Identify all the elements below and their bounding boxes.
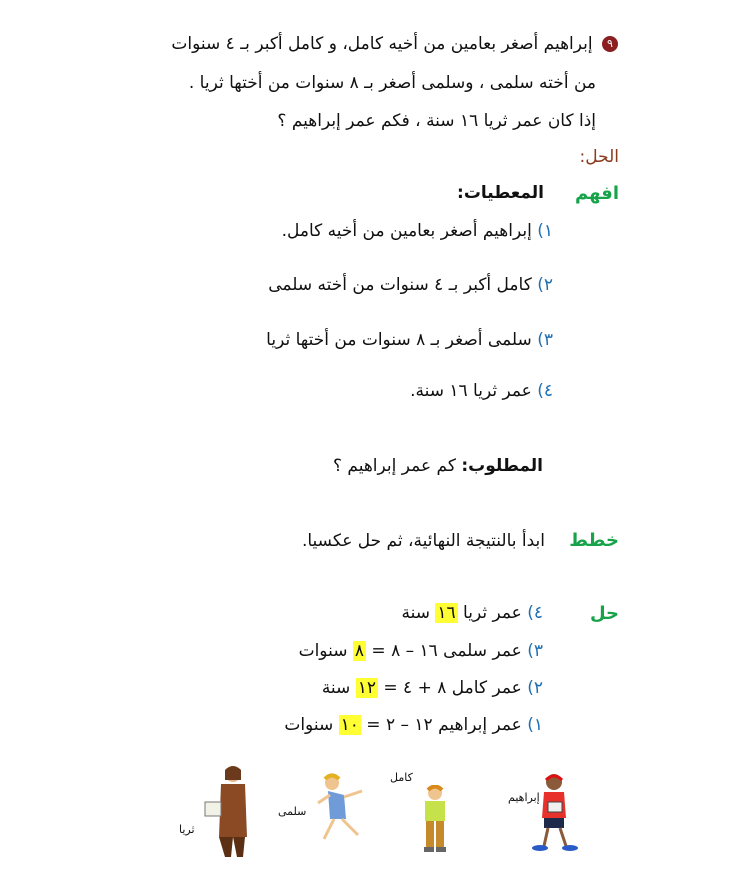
- step-unit: سنة: [321, 678, 351, 698]
- given-item-4: [410, 381, 553, 401]
- given-number: ٤): [537, 381, 553, 401]
- step-number: ٢): [527, 678, 543, 698]
- ibrahim-label: إبراهيم: [508, 791, 540, 804]
- step-text: عمر كامل ٨ + ٤ =: [383, 678, 522, 698]
- salma-label: سلمى: [278, 805, 307, 818]
- given-text: كامل أكبر بـ ٤ سنوات من أخته سلمى: [268, 275, 532, 295]
- solve-step-1: [284, 715, 543, 735]
- plan-label: خطط: [569, 530, 619, 551]
- required-line: [333, 456, 543, 476]
- kamel-label: كامل: [390, 771, 413, 784]
- step-text: عمر ثريا: [463, 603, 522, 623]
- problem-line-1: [171, 34, 618, 54]
- givens-title: المعطيات:: [457, 183, 544, 203]
- kamel-figure: [415, 785, 455, 853]
- solution-label: الحل:: [579, 147, 619, 167]
- given-item-1: [282, 221, 553, 241]
- step-text: عمر إبراهيم ١٢ – ٢ =: [366, 715, 522, 735]
- step-result-highlight: ١٢: [357, 678, 376, 698]
- ibrahim-figure: [528, 772, 580, 854]
- step-unit: سنوات: [298, 641, 348, 661]
- step-number: ٤): [527, 603, 543, 623]
- thuraya-label: ثريا: [179, 823, 195, 836]
- step-text: عمر سلمى ١٦ – ٨ =: [371, 641, 522, 661]
- given-number: ١): [537, 221, 553, 241]
- given-item-3: [266, 330, 553, 350]
- salma-figure: [310, 773, 375, 845]
- given-text: عمر ثريا ١٦ سنة.: [410, 381, 532, 401]
- step-unit: سنة: [401, 603, 430, 623]
- step-unit: سنوات: [284, 715, 334, 735]
- required-text: كم عمر إبراهيم ؟: [332, 456, 456, 476]
- given-item-2: [268, 275, 553, 295]
- solve-step-2: [322, 678, 543, 698]
- required-title: المطلوب:: [461, 456, 543, 476]
- step-result-highlight: ١٦: [437, 603, 456, 623]
- problem-number-badge: ٩: [602, 36, 618, 52]
- step-number: ١): [527, 715, 543, 735]
- understand-label: افهم: [575, 183, 619, 204]
- solve-step-3: [299, 641, 543, 661]
- given-number: ٣): [537, 330, 553, 350]
- thuraya-figure: [195, 762, 255, 862]
- solve-step-4: [401, 603, 543, 623]
- problem-line-2: من أخته سلمى ، وسلمى أصغر بـ ٨ سنوات من أختها ثريا .: [188, 73, 596, 93]
- step-result-highlight: ٨: [354, 641, 364, 661]
- step-number: ٣): [527, 641, 543, 661]
- step-result-highlight: ١٠: [340, 715, 359, 735]
- solve-label: حل: [589, 603, 619, 624]
- given-text: إبراهيم أصغر بعامين من أخيه كامل.: [281, 221, 532, 241]
- problem-line-3: إذا كان عمر ثريا ١٦ سنة ، فكم عمر إبراهيم ؟: [277, 111, 596, 131]
- given-text: سلمى أصغر بـ ٨ سنوات من أختها ثريا: [266, 330, 532, 350]
- plan-text: ابدأ بالنتيجة النهائية، ثم حل عكسيا.: [301, 531, 545, 551]
- problem-text-1: إبراهيم أصغر بعامين من أخيه كامل، و كامل أكبر بـ ٤ سنوات: [171, 34, 593, 54]
- given-number: ٢): [537, 275, 553, 295]
